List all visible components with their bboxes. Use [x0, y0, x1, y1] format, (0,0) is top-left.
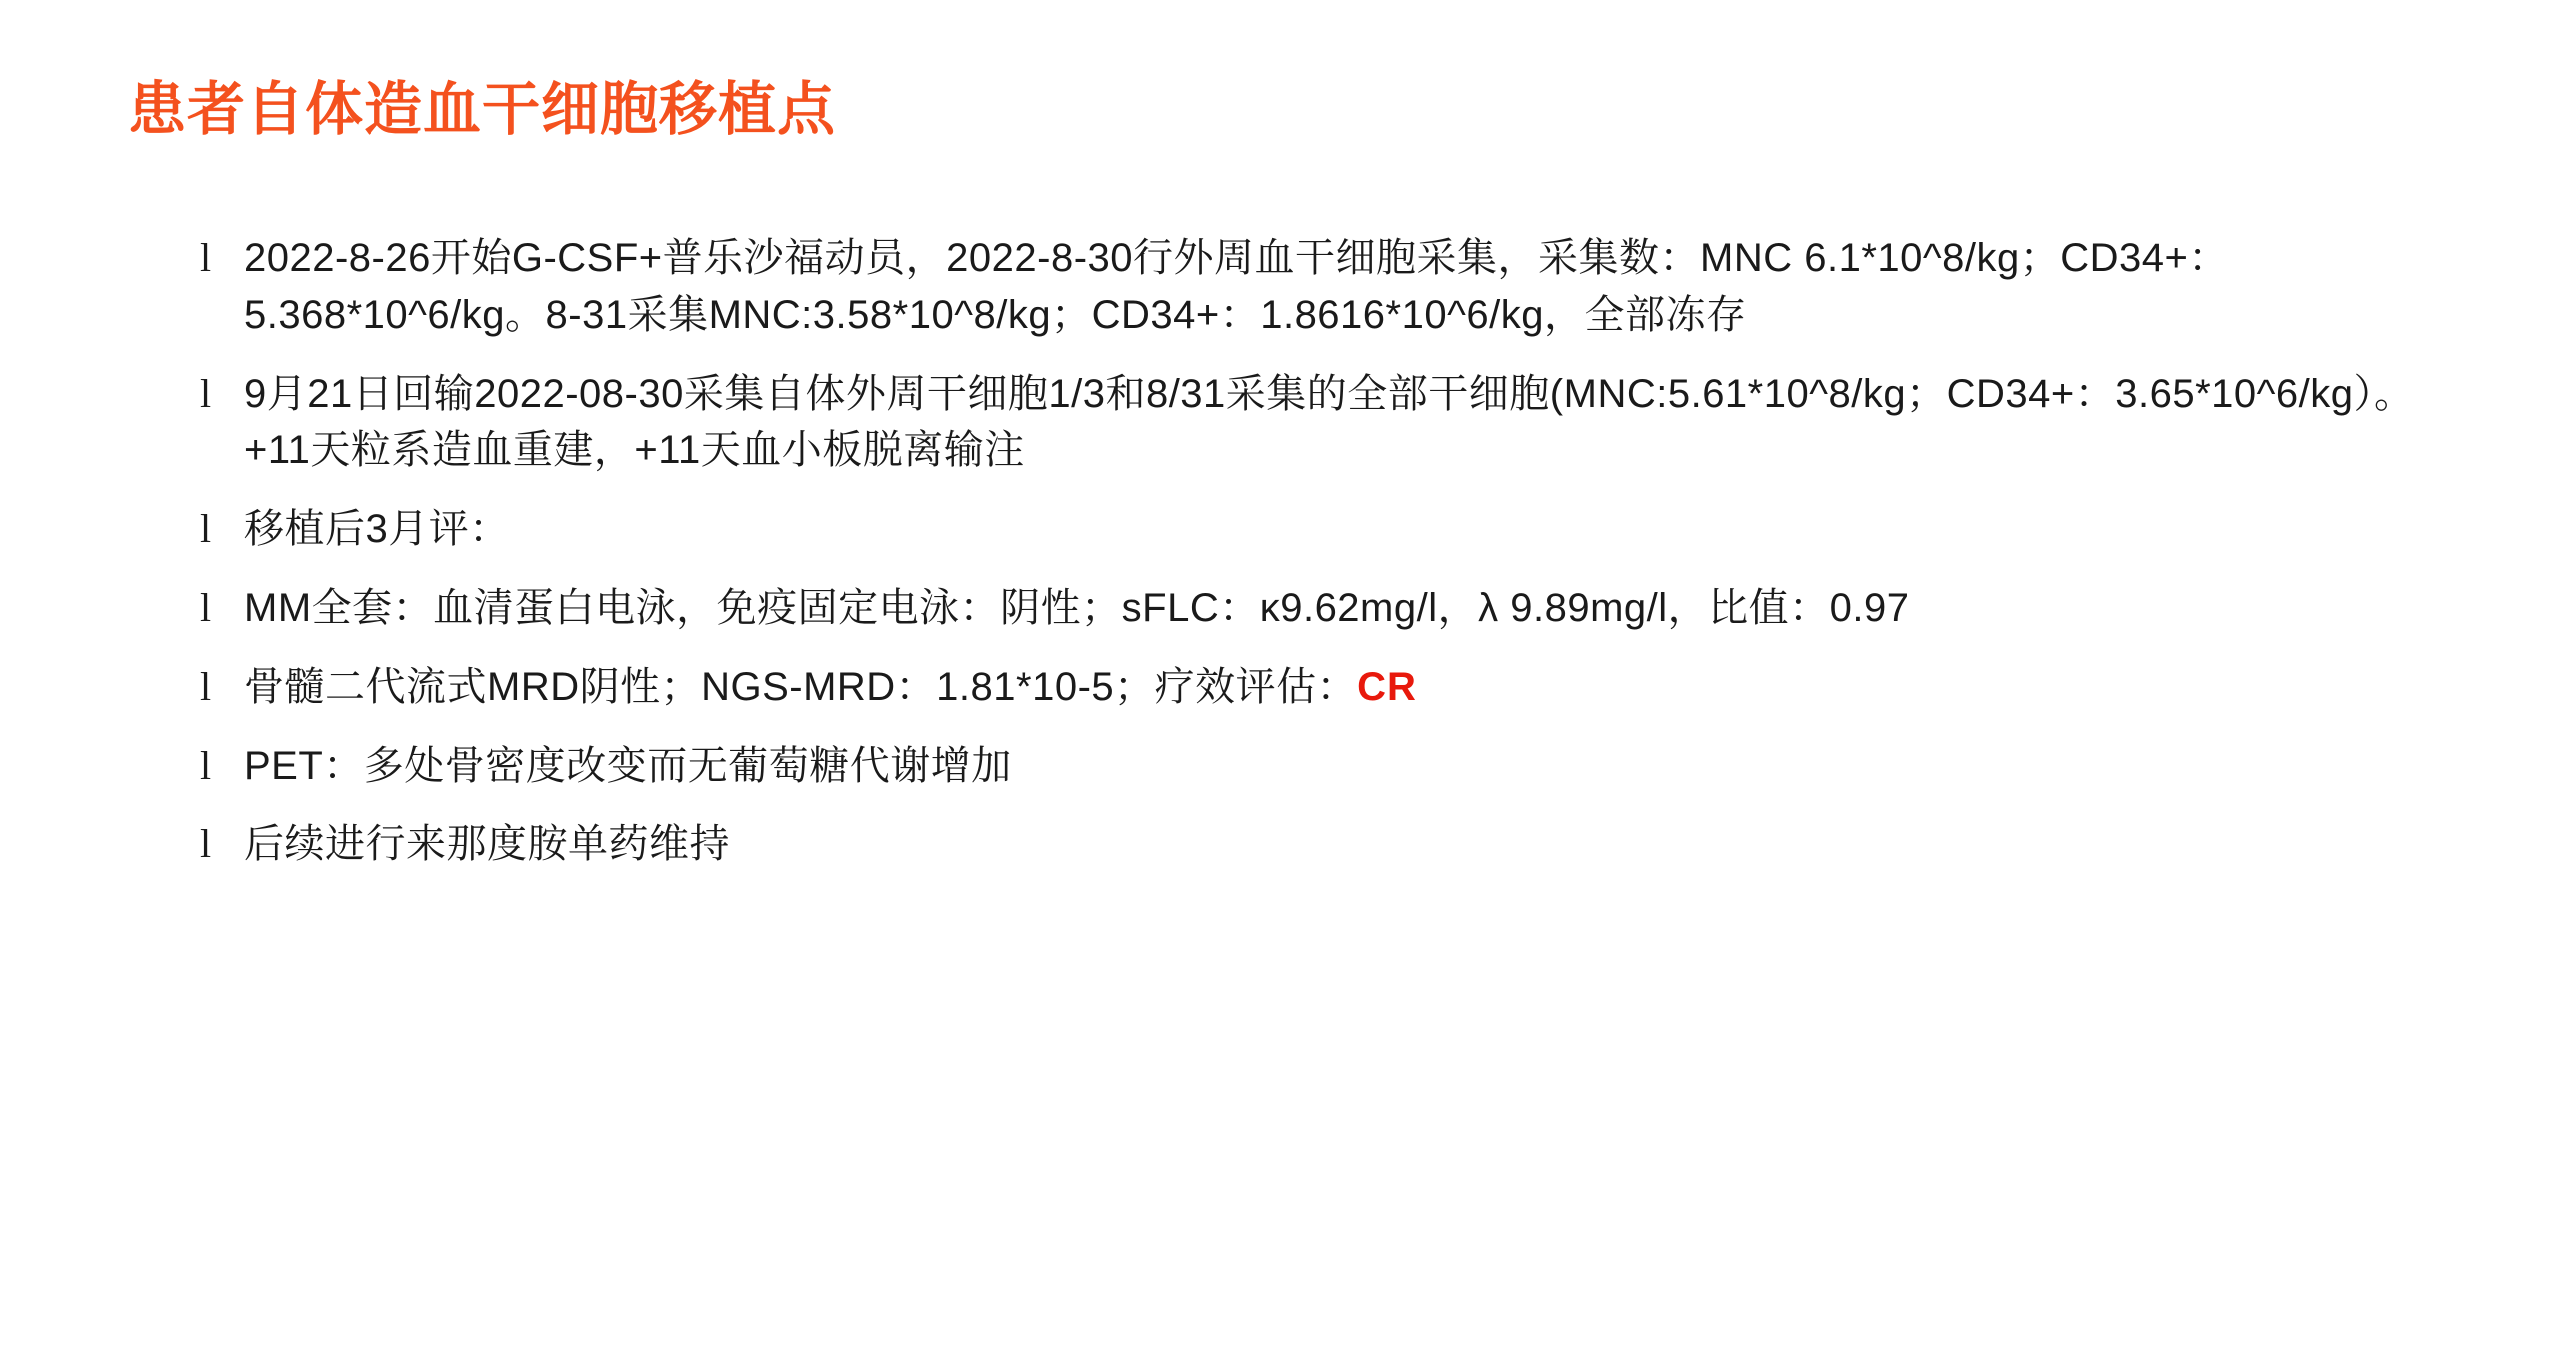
list-item: [200, 501, 2430, 558]
bullet-marker-icon: l: [200, 742, 212, 788]
list-item-text-main: 骨髓二代流式MRD阴性；NGS-MRD：1.81*10-5；疗效评估：: [244, 664, 1358, 709]
bullet-marker-icon: l: [200, 584, 212, 630]
list-item: [200, 816, 2430, 873]
list-item-text: MM全套：血清蛋白电泳，免疫固定电泳：阴性；sFLC：κ9.62mg/l，λ 9.89mg/l，比值：0.97: [244, 585, 1910, 630]
list-item-text: [244, 659, 2430, 716]
list-item-text: PET：多处骨密度改变而无葡萄糖代谢增加: [244, 743, 1012, 788]
list-item: [200, 738, 2430, 795]
bullet-marker-icon: l: [200, 663, 212, 709]
list-item-text: 2022-8-26开始G-CSF+普乐沙福动员，2022-8-30行外周血干细胞采集，采集数：MNC 6.1*10^8/kg；CD34+：5.368*10^6/kg。8-31采集MNC:3.58*10^8/kg；CD34+：1.8616*10^6/kg，全部冻存: [244, 236, 2229, 337]
bullet-list: [200, 230, 2430, 895]
list-item-text: 移植后3月评：: [244, 507, 510, 552]
bullet-marker-icon: l: [200, 370, 212, 416]
bullet-marker-icon: l: [200, 821, 212, 867]
bullet-marker-icon: l: [200, 506, 212, 552]
list-item-text: 9月21日回输2022-08-30采集自体外周干细胞1/3和8/31采集的全部干细胞(MNC:5.61*10^8/kg；CD34+：3.65*10^6/kg）。+11天粒系造血重建，+11天血小板脱离输注: [244, 371, 2415, 473]
list-item-text: 后续进行来那度胺单药维持: [244, 822, 730, 867]
list-item: [200, 230, 2430, 344]
page-title: 患者自体造血干细胞移植点: [128, 77, 837, 142]
list-item: [200, 659, 2430, 716]
bullet-marker-icon: l: [200, 235, 212, 280]
response-status-badge: CR: [1357, 664, 1417, 709]
list-item: [200, 366, 2430, 480]
list-item: [200, 580, 2430, 637]
